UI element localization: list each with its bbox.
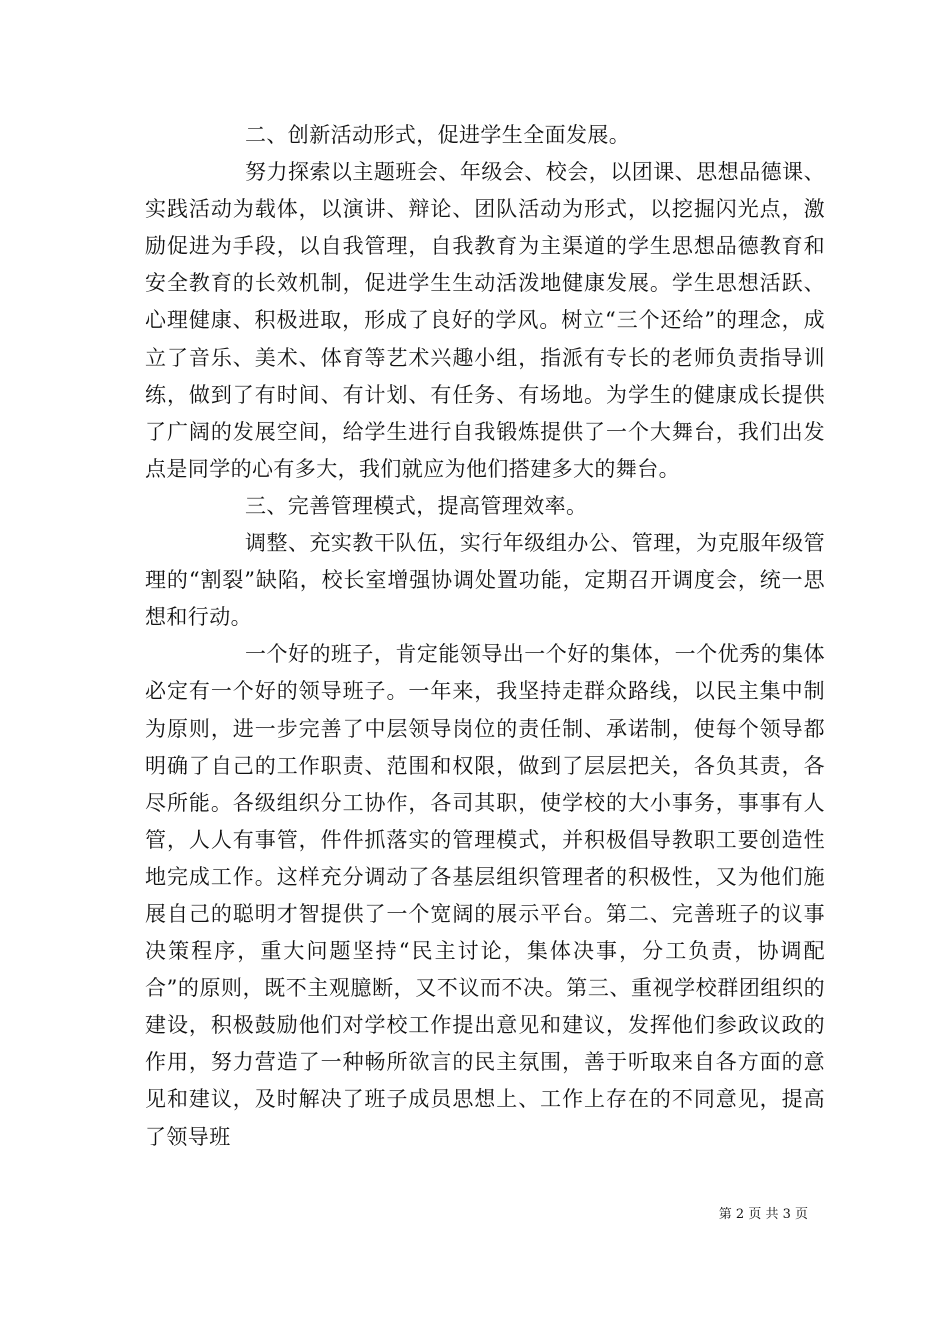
body-paragraph: 调整、充实教干队伍，实行年级组办公、管理，为克服年级管理的“割裂”缺陷，校长室增强协调处置功能，定期召开调度会，统一思想和行动。	[145, 531, 825, 630]
body-paragraph: 一个好的班子，肯定能领导出一个好的集体，一个优秀的集体必定有一个好的领导班子。一年来，我坚持走群众路线，以民主集中制为原则，进一步完善了中层领导岗位的责任制、承诺制，使每个领导都明确了自己的工作职责、范围和权限，做到了层层把关，各负其责，各尽所能。各级组织分工协作，各司其职，使学校的大小事务，事事有人管，人人有事管，件件抓落实的管理模式，并积极倡导教职工要创造性地完成工作。这样充分调动了各基层组织管理者的积极性，又为他们施展自己的聪明才智提供了一个宽阔的展示平台。第二、完善班子的议事决策程序，重大问题坚持“民主讨论，集体决事，分工负责，协调配合”的原则，既不主观臆断，又不议而不决。第三、重视学校群团组织的建设，积极鼓励他们对学校工作提出意见和建议，发挥他们参政议政的作用，努力营造了一种畅所欲言的民主氛围，善于听取来自各方面的意见和建议，及时解决了班子成员思想上、工作上存在的不同意见，提高了领导班	[145, 642, 825, 1149]
page-number-footer: 第 2 页 共 3 页	[718, 1207, 808, 1222]
section-heading-2: 二、创新活动形式，促进学生全面发展。	[245, 123, 631, 147]
section-heading-3: 三、完善管理模式，提高管理效率。	[245, 493, 588, 518]
document-body	[145, 117, 825, 1156]
body-paragraph: 努力探索以主题班会、年级会、校会，以团课、思想品德课、实践活动为载体，以演讲、辩论、团队活动为形式，以挖掘闪光点，激励促进为手段，以自我管理，自我教育为主渠道的学生思想品德教育和安全教育的长效机制，促进学生生动活泼地健康发展。学生思想活跃、心理健康、积极进取，形成了良好的学风。树立“三个还给”的理念，成立了音乐、美术、体育等艺术兴趣小组，指派有专长的老师负责指导训练，做到了有时间、有计划、有任务、有场地。为学生的健康成长提供了广阔的发展空间，给学生进行自我锻炼提供了一个大舞台，我们出发点是同学的心有多大，我们就应为他们搭建多大的舞台。	[145, 160, 825, 481]
